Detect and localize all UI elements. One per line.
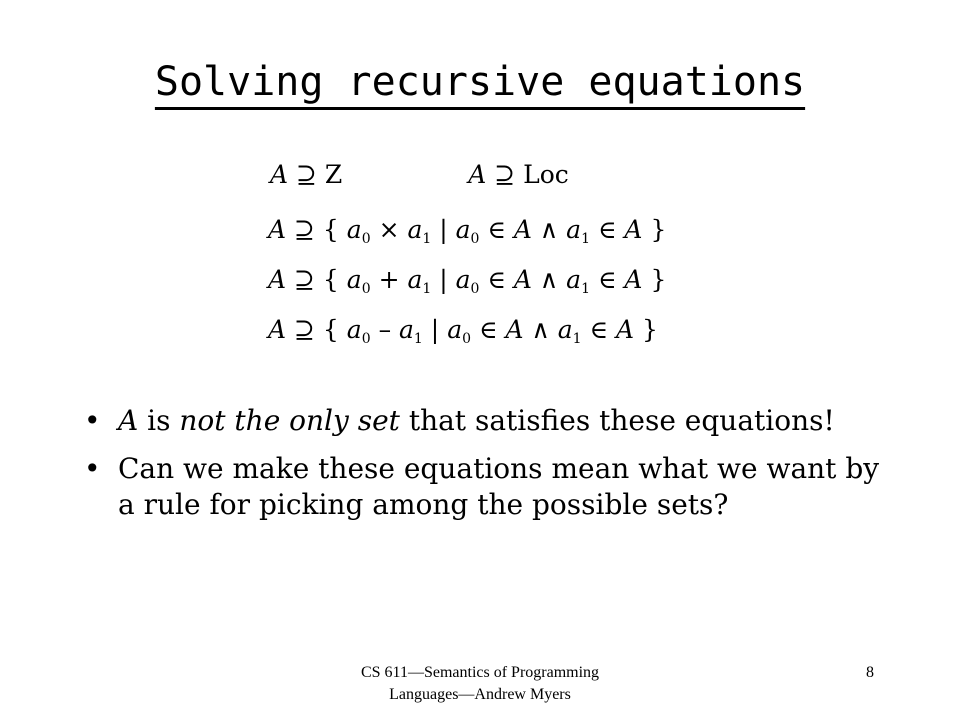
- eq-sub: 0: [361, 281, 371, 297]
- eq-sub: 1: [581, 231, 590, 247]
- eq-var: A: [615, 315, 635, 344]
- eq-var: A: [513, 265, 532, 294]
- equation-line-minus: [268, 305, 658, 355]
- eq-lbrace: {: [322, 315, 339, 344]
- eq-sub: 0: [470, 281, 480, 297]
- eq-sub: 1: [422, 281, 432, 297]
- bullet-item: [84, 451, 904, 523]
- eq-var: a: [455, 265, 471, 294]
- eq-var: A: [268, 315, 287, 344]
- eq-operator: –: [378, 315, 392, 344]
- eq-in: ∈: [597, 265, 617, 294]
- equation-line-times: [268, 205, 666, 255]
- eq-var: A: [513, 215, 532, 244]
- eq-rbrace: }: [650, 265, 667, 294]
- eq-in: ∈: [478, 315, 498, 344]
- eq-var: a: [447, 315, 463, 344]
- eq-var: a: [346, 315, 362, 344]
- bullet-var: A: [118, 404, 139, 437]
- eq-var: A: [268, 215, 287, 244]
- bullet-marker: •: [84, 404, 101, 437]
- eq-set-loc: Loc: [523, 160, 569, 189]
- eq-sub: 1: [422, 231, 432, 247]
- bullet-text: that satisfies these equations!: [399, 404, 835, 437]
- eq-rbrace: }: [650, 215, 667, 244]
- bullet-text: Can we make these equations mean what we want by a rule for picking among the possible sets?: [118, 452, 880, 521]
- eq-var: a: [346, 265, 362, 294]
- footer-line: CS 611—Semantics of Programming: [360, 664, 600, 681]
- eq-var: A: [468, 160, 487, 189]
- equation-line-base: [270, 150, 569, 200]
- slide-title: Solving recursive equations: [154, 59, 806, 105]
- eq-and: ∧: [539, 215, 559, 244]
- bullet-item: [84, 403, 904, 439]
- eq-and: ∧: [531, 315, 550, 344]
- eq-bar: |: [439, 215, 448, 244]
- eq-sub: 0: [470, 231, 480, 247]
- bullet-list: [84, 403, 904, 535]
- page-number: 8: [866, 664, 874, 681]
- eq-in: ∈: [487, 215, 506, 244]
- eq-var: a: [566, 265, 582, 294]
- eq-sub: 0: [361, 331, 371, 347]
- bullet-marker: •: [84, 452, 101, 485]
- equation-line-plus: [268, 255, 666, 305]
- eq-in: ∈: [589, 315, 609, 344]
- eq-sub: 1: [413, 331, 423, 347]
- eq-supseteq: ⊇: [294, 315, 315, 344]
- eq-supseteq: ⊇: [294, 265, 315, 294]
- eq-rbrace: }: [641, 315, 658, 344]
- eq-var: a: [557, 315, 573, 344]
- eq-sub: 0: [361, 231, 371, 247]
- eq-operator: ×: [378, 215, 400, 244]
- footer-line: Languages—Andrew Myers: [389, 686, 571, 703]
- eq-supseteq: ⊇: [296, 160, 317, 189]
- eq-var: a: [455, 215, 471, 244]
- eq-var: A: [624, 265, 643, 294]
- eq-var: A: [505, 315, 524, 344]
- eq-var: A: [270, 160, 289, 189]
- eq-var: a: [407, 265, 423, 294]
- eq-supseteq: ⊇: [294, 215, 315, 244]
- eq-bar: |: [439, 265, 448, 294]
- eq-in: ∈: [487, 265, 506, 294]
- bullet-text: is: [138, 404, 180, 437]
- eq-lbrace: {: [322, 215, 339, 244]
- eq-sub: 1: [572, 331, 582, 347]
- bullet-emphasis: not the only set: [179, 404, 400, 437]
- footer-course: [300, 662, 660, 706]
- eq-var: a: [399, 315, 414, 344]
- eq-set-z: Z: [324, 160, 343, 189]
- eq-and: ∧: [539, 265, 559, 294]
- eq-var: a: [566, 215, 582, 244]
- eq-lbrace: {: [322, 265, 339, 294]
- eq-in: ∈: [597, 215, 617, 244]
- eq-var: A: [268, 265, 287, 294]
- eq-var: a: [346, 215, 362, 244]
- eq-supseteq: ⊇: [494, 160, 516, 189]
- eq-sub: 0: [462, 331, 472, 347]
- eq-var: a: [407, 215, 423, 244]
- eq-operator: +: [378, 265, 400, 294]
- eq-sub: 1: [581, 281, 590, 297]
- eq-var: A: [624, 215, 643, 244]
- eq-bar: |: [430, 315, 440, 344]
